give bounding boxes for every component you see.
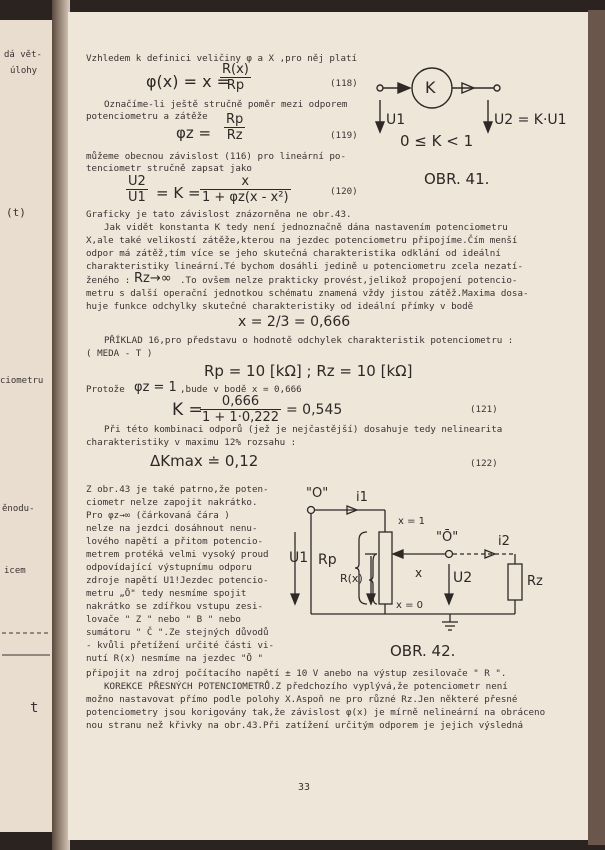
text-line: ciometr nelze zapojit nakrátko. <box>86 497 258 508</box>
text-line: tenciometr stručně zapsat jako <box>86 163 252 174</box>
eq-number: (120) <box>330 186 358 197</box>
left-fragment: úlohy <box>10 66 38 76</box>
text-line: sumátoru " Č ".Ze stejných důvodů <box>86 627 269 638</box>
left-fragment: ciometru <box>0 376 44 386</box>
text-line: Z obr.43 je také patrno,že poten- <box>86 484 269 495</box>
eq-121-denominator: 1 + 1·0,222 <box>202 410 280 425</box>
eq-119-lhs: φz = <box>176 124 212 142</box>
fig42-x-label: x <box>415 566 423 580</box>
eq-120-denominator: 1 + φz(x - x²) <box>202 190 289 205</box>
fig42-i2-label: i2 <box>498 534 510 549</box>
text-line: možno nastavovat přímo podle polohy X.Aspoň ne pro různé Rz.Jen některé přesné <box>86 694 518 705</box>
text-line: KOREKCE PŘESNÝCH POTENCIOMETRŮ.Z předchozího vyplývá,že potenciometr není <box>104 681 508 692</box>
text-line: Protože <box>86 384 125 395</box>
fig42-rz-label: Rz <box>527 574 543 589</box>
eq-number: (122) <box>470 458 498 469</box>
text-line: metru „Ō" tedy nesmíme spojit <box>86 588 247 599</box>
eq-120-left-denominator: U1 <box>128 190 146 205</box>
text-line: charakteristiky v maximu 12% rozsahu : <box>86 437 297 448</box>
eq-118-numerator: R(x) <box>222 62 249 77</box>
eq-121-fraction <box>200 394 281 425</box>
text-line: .To ovšem nelze prakticky provést,jelikož propojení potencio- <box>180 275 518 286</box>
text-line: Při této kombinaci odporů (jež je nejčastější) dosahuje tedy nelinearita <box>104 424 503 435</box>
eq-121-lhs: K = <box>172 400 203 420</box>
x-two-thirds: x = 2/3 = 0,666 <box>238 314 351 330</box>
text-line: huje funkce odchylky skutečné charakteristiky od ideální přímky v bodě <box>86 301 474 312</box>
text-line: připojit na zdroj počítacího napětí ± 10 V anebo na výstup zesilovače " R ". <box>86 668 507 679</box>
text-line: odpovídající výstupnímu odporu <box>86 562 252 573</box>
text-line: metru s další operační jednotkou schématu znamená vždy jistou zátěž.Maxima dosa- <box>86 288 529 299</box>
text-line: Graficky je tato závislost znázorněna ne obr.43. <box>86 209 352 220</box>
fig42-o1-label: "O" <box>306 486 329 501</box>
text-line: nelze na jezdci dosáhnout nenu- <box>86 523 258 534</box>
text-line: Vzhledem k definici veličiny φ a X ,pro něj platí <box>86 53 358 64</box>
text-line: odpor má zátěž,tím více se jeho skutečná charakteristika odklání od ideální <box>86 248 501 259</box>
eq-118-fraction <box>220 62 251 93</box>
left-fragment: (t) <box>6 206 26 219</box>
page-edge <box>588 10 605 845</box>
text-line: potenciometru a zátěže <box>86 111 208 122</box>
fig42-rx-label: R(x) <box>340 572 363 585</box>
text-line: metrem protéká velmi vysoký proud <box>86 549 269 560</box>
eq-119-numerator: Rp <box>226 112 244 127</box>
text-line: zdroje napětí U1!Jezdec potencio- <box>86 575 269 586</box>
eq-number: (118) <box>330 78 358 89</box>
fig42-rp-label: Rp <box>318 552 337 568</box>
fig42-caption: OBR. 42. <box>390 642 456 660</box>
text-line: potenciometry jsou korigovány tak,že závislost φ(x) je mírně nelineární na obráceno <box>86 707 546 718</box>
fig42-u1-label: U1 <box>289 550 309 566</box>
fig41-u2-label: U2 = K·U1 <box>494 112 567 128</box>
left-fragment: ěnodu- <box>2 504 35 514</box>
fig42-u2-label: U2 <box>453 570 473 586</box>
text-line: lovače " Z " nebo " B " nebo <box>86 614 241 625</box>
text-line: Pro φz→∞ (čárkovaná čára ) <box>86 510 230 521</box>
left-graph-fragment <box>0 625 52 665</box>
text-line: nutí R(x) nesmíme na jezdec "Ō " <box>86 653 264 664</box>
left-fragment: t <box>30 700 39 716</box>
rz-infinity: Rz→∞ <box>134 271 172 286</box>
fig41-u1-label: U1 <box>386 112 406 128</box>
eq-119-fraction <box>224 112 245 143</box>
fig41-k-label: K <box>425 78 436 97</box>
fig42-i1-label: i1 <box>356 490 368 505</box>
fig41-caption: OBR. 41. <box>424 170 490 188</box>
fig42-o2-label: "Ō" <box>436 530 459 545</box>
text-line: PŘÍKLAD 16,pro představu o hodnotě odchylek charakteristik potenciometru : <box>104 335 514 346</box>
text-line: ( MEDA - T ) <box>86 348 153 359</box>
text-line: ,bude v bodě x = 0,666 <box>180 384 302 395</box>
eq-122-expr: ΔKmax ≐ 0,12 <box>150 452 259 470</box>
text-line: ženého : <box>86 275 131 286</box>
eq-118-lhs: φ(x) = x = <box>146 72 231 91</box>
eq-120-mid: = K = <box>156 184 201 202</box>
text-line: charakteristiky lineární.Té bychom dosáhli jedině u potenciometru zcela nezatí- <box>86 261 523 272</box>
eq-120-numerator: x <box>200 174 291 190</box>
left-fragment: dá vět- <box>4 50 42 60</box>
text-line: Jak vidět konstanta K tedy není jednoznačně dána nastavením potenciometru <box>104 222 508 233</box>
phi-z-one: φz = 1 <box>134 380 177 395</box>
eq-119-denominator: Rz <box>226 128 243 143</box>
left-facing-page <box>0 20 52 832</box>
text-line: Označíme-li ještě stručně poměr mezi odporem <box>104 99 348 110</box>
text-line: - kvůli přetížení určité části vi- <box>86 640 275 651</box>
text-line: X,ale také velikostí zátěže,kterou na jezdec potenciometru připojíme.Čím menší <box>86 235 518 246</box>
fig42-x0-label: x = 0 <box>396 600 424 611</box>
eq-120-left-numerator: U2 <box>128 174 146 189</box>
eq-120-right-fraction <box>200 174 291 205</box>
eq-number: (121) <box>470 404 498 415</box>
page-number: 33 <box>298 782 311 793</box>
text-line: nou stranu než křivky na obr.43.Při zatížení určitým odporem je jejich výsledná <box>86 720 523 731</box>
eq-118-denominator: Rp <box>226 78 245 93</box>
eq-120-left-fraction <box>126 174 148 205</box>
text-line: můžeme obecnou závislost (116) pro lineární po- <box>86 151 346 162</box>
eq-121-numerator: 0,666 <box>200 394 281 410</box>
resistor-values: Rp = 10 [kΩ] ; Rz = 10 [kΩ] <box>204 362 413 380</box>
text-line: nakrátko se zdířkou vstupu zesi- <box>86 601 264 612</box>
eq-121-rhs: = 0,545 <box>286 402 343 418</box>
fig41-range: 0 ≤ K < 1 <box>400 132 474 150</box>
left-fragment: icem <box>4 566 26 576</box>
fig42-x1-label: x = 1 <box>398 516 426 527</box>
text-line: lového napětí a přitom potencio- <box>86 536 264 547</box>
eq-number: (119) <box>330 130 358 141</box>
